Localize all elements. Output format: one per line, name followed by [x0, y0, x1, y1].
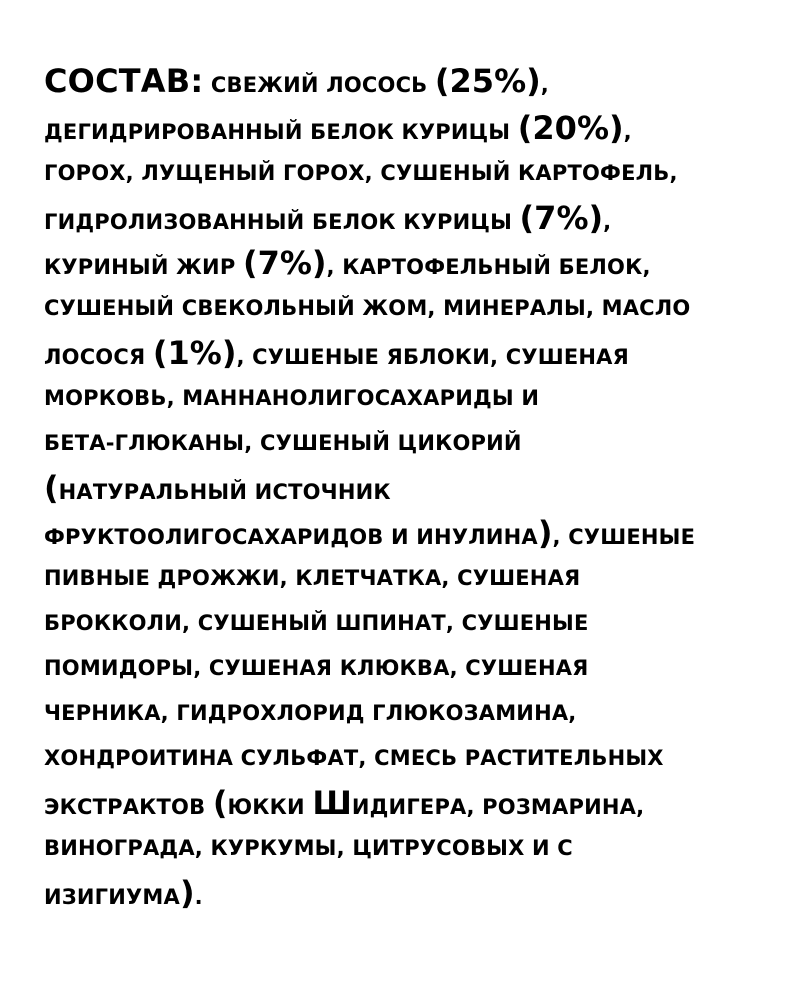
ingredients-line-text: ЧЕРНИКА, ГИДРОХЛОРИД ГЛЮКОЗАМИНА, [44, 701, 577, 725]
ingredients-line-text: ПИВНЫЕ ДРОЖЖИ, КЛЕТЧАТКА, СУШЕНАЯ [44, 566, 581, 590]
ingredients-line [44, 331, 764, 376]
large-glyph: (1%) [152, 334, 237, 372]
ingredients-line-text: БРОККОЛИ, СУШЕНЫЙ ШПИНАТ, СУШЕНЫЕ [44, 611, 589, 635]
ingredients-line [44, 286, 764, 331]
ingredients-line [44, 691, 764, 736]
ingredients-line-text: СВЕЖИЙ ЛОСОСЬ (25%), [210, 62, 549, 100]
ingredients-line-text: ЭКСТРАКТОВ (ЮККИ ШИДИГЕРА, РОЗМАРИНА, [44, 784, 645, 822]
ingredients-line [44, 56, 764, 106]
ingredients-text [44, 56, 764, 916]
ingredients-line [44, 376, 764, 421]
ingredients-line-text: БЕТА-ГЛЮКАНЫ, СУШЕНЫЙ ЦИКОРИЙ [44, 431, 522, 455]
ingredients-line-text: КУРИНЫЙ ЖИР (7%), КАРТОФЕЛЬНЫЙ БЕЛОК, [44, 244, 651, 282]
ingredients-line [44, 736, 764, 781]
ingredients-line-text: ФРУКТООЛИГОСАХАРИДОВ И ИНУЛИНА), СУШЕНЫЕ [44, 514, 696, 552]
ingredients-line [44, 826, 764, 871]
ingredients-line-text: СУШЕНЫЙ СВЕКОЛЬНЫЙ ЖОМ, МИНЕРАЛЫ, МАСЛО [44, 296, 691, 320]
large-glyph: (7%) [519, 199, 604, 237]
ingredients-line [44, 601, 764, 646]
ingredients-line [44, 511, 764, 556]
ingredients-line [44, 646, 764, 691]
ingredients-line-text: ГОРОХ, ЛУЩЕНЫЙ ГОРОХ, СУШЕНЫЙ КАРТОФЕЛЬ, [44, 161, 678, 185]
large-glyph: ( [212, 784, 228, 822]
large-glyph: ) [537, 514, 553, 552]
ingredients-line [44, 421, 764, 466]
ingredients-line-text: ХОНДРОИТИНА СУЛЬФАТ, СМЕСЬ РАСТИТЕЛЬНЫХ [44, 746, 664, 770]
ingredients-line-text: ПОМИДОРЫ, СУШЕНАЯ КЛЮКВА, СУШЕНАЯ [44, 656, 589, 680]
large-glyph: (25%) [434, 62, 541, 100]
ingredients-line [44, 196, 764, 241]
ingredients-line-text: ЛОСОСЯ (1%), СУШЕНЫЕ ЯБЛОКИ, СУШЕНАЯ [44, 334, 629, 372]
large-glyph: Ш [312, 784, 352, 822]
ingredients-heading: СОСТАВ: [44, 62, 204, 100]
ingredients-line-text: ВИНОГРАДА, КУРКУМЫ, ЦИТРУСОВЫХ И С [44, 836, 573, 860]
large-glyph: ( [44, 469, 59, 507]
ingredients-line-text: ДЕГИДРИРОВАННЫЙ БЕЛОК КУРИЦЫ (20%), [44, 109, 632, 147]
ingredients-line [44, 151, 764, 196]
ingredients-line-text: (НАТУРАЛЬНЫЙ ИСТОЧНИК [44, 469, 391, 507]
ingredients-line [44, 106, 764, 151]
large-glyph: ) [179, 874, 195, 912]
large-glyph: (20%) [517, 109, 624, 147]
ingredients-line [44, 781, 764, 826]
ingredients-line-text: ИЗИГИУМА). [44, 874, 203, 912]
ingredients-line [44, 241, 764, 286]
large-glyph: (7%) [242, 244, 327, 282]
ingredients-line [44, 556, 764, 601]
ingredients-line [44, 871, 764, 916]
ingredients-line [44, 466, 764, 511]
ingredients-line-text: ГИДРОЛИЗОВАННЫЙ БЕЛОК КУРИЦЫ (7%), [44, 199, 612, 237]
ingredients-line-text: МОРКОВЬ, МАННАНОЛИГОСАХАРИДЫ И [44, 386, 540, 410]
